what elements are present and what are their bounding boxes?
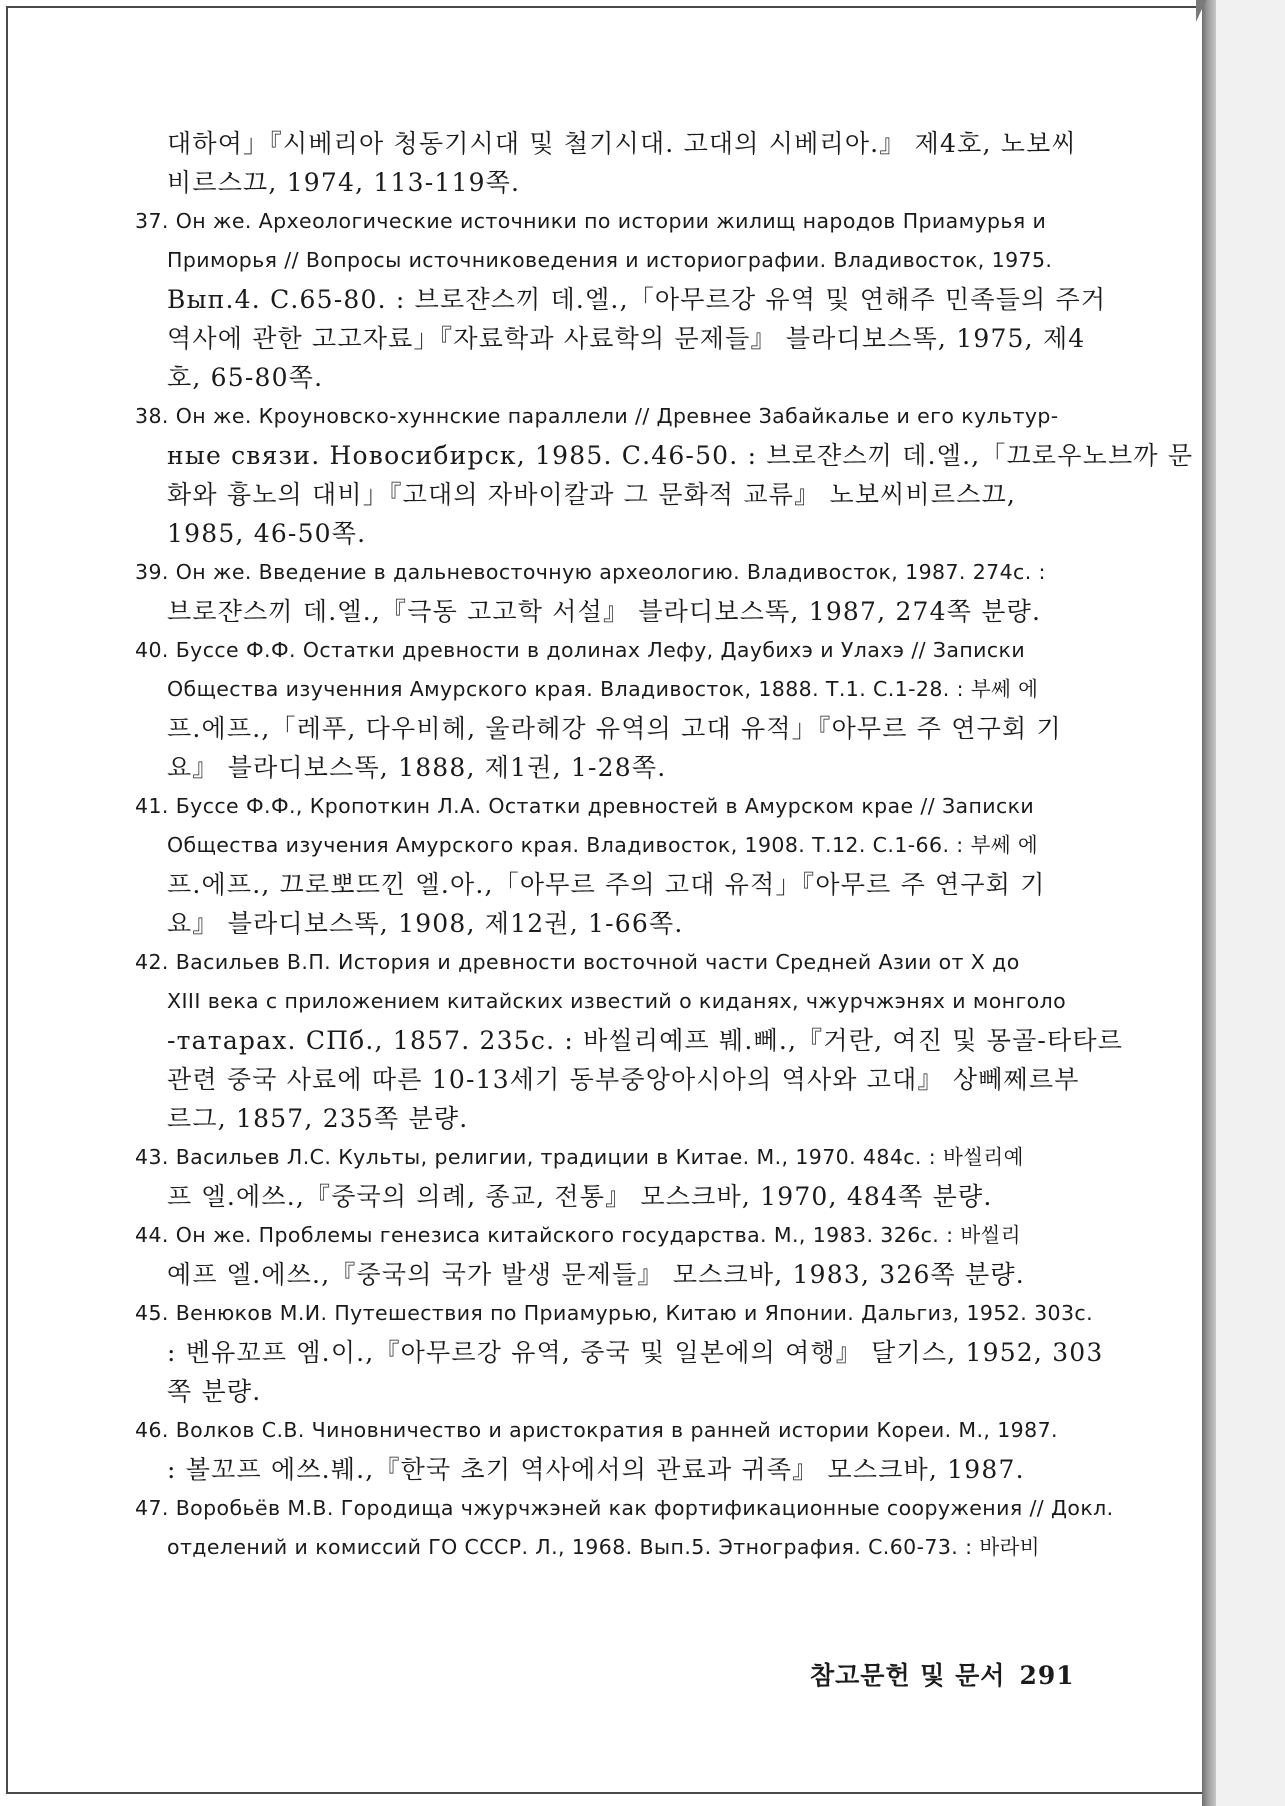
bibliography-entry-start: 45. Венюков М.И. Путешествия по Приамурью, Китаю и Японии. Дальгиз, 1952. 303с. xyxy=(135,1301,1094,1325)
bibliography-line-continuation: 1985, 46-50쪽. xyxy=(167,519,367,548)
bibliography-line-continuation: 프.에프.,「레푸, 다우비헤, 울라헤강 유역의 고대 유적」『아무르 주 연구회 기 xyxy=(167,714,1062,743)
bibliography-entry-start: 43. Васильев Л.С. Культы, религии, традиции в Китае. М., 1970. 484с. : 바씰리예 xyxy=(135,1145,1024,1169)
bibliography-line-continuation: 비르스끄, 1974, 113-119쪽. xyxy=(167,168,521,197)
bibliography-list xyxy=(135,124,1194,1567)
bibliography-line-continuation: 르그, 1857, 235쪽 분량. xyxy=(167,1104,469,1133)
bibliography-line-continuation: ные связи. Новосибирск, 1985. С.46-50. : 브로쟌스끼 데.엘.,「끄로우노브까 문 xyxy=(167,441,1194,470)
bibliography-line-continuation: 예프 엘.에쓰.,『중국의 국가 발생 문제들』 모스크바, 1983, 326쪽 분량. xyxy=(167,1260,1025,1289)
bibliography-line-continuation: Общества изучения Амурского края. Владивосток, 1908. Т.12. С.1-66. : 부쎄 에 xyxy=(167,833,1039,857)
bibliography-line-continuation: 브로쟌스끼 데.엘.,『극동 고고학 서설』 블라디보스똑, 1987, 274쪽 분량. xyxy=(167,597,1042,626)
bibliography-entry-start: 38. Он же. Кроуновско-хуннские параллели // Древнее Забайкалье и его культур- xyxy=(135,404,1059,428)
page-number: 291 xyxy=(1019,1661,1075,1690)
bibliography-entry-start: 40. Буссе Ф.Ф. Остатки древности в долинах Лефу, Даубихэ и Улахэ // Записки xyxy=(135,638,1026,662)
bibliography-line-continuation: Вып.4. С.65-80. : 브로쟌스끼 데.엘.,「아무르강 유역 및 연해주 민족들의 주거 xyxy=(167,285,1107,314)
page-background-edge xyxy=(1214,0,1285,1806)
bibliography-entry-start: 41. Буссе Ф.Ф., Кропоткин Л.А. Остатки древностей в Амурском крае // Записки xyxy=(135,794,1035,818)
bibliography-line-continuation: Общества изученния Амурского края. Владивосток, 1888. Т.1. С.1-28. : 부쎄 에 xyxy=(167,677,1039,701)
bibliography-line-continuation: 대하여」『시베리아 청동기시대 및 철기시대. 고대의 시베리아.』 제4호, 노보씨 xyxy=(167,129,1077,158)
page-footer xyxy=(810,1656,1140,1692)
bibliography-entry-start: 46. Волков С.В. Чиновничество и аристократия в ранней истории Кореи. М., 1987. xyxy=(135,1418,1058,1442)
bibliography-line-continuation: 관련 중국 사료에 따른 10-13세기 동부중앙아시아의 역사와 고대』 상뻬쩨르부 xyxy=(167,1065,1080,1094)
bibliography-line-continuation: Приморья // Вопросы источниковедения и историографии. Владивосток, 1975. xyxy=(167,248,1053,272)
bibliography-line-continuation: 호, 65-80쪽. xyxy=(167,363,324,392)
bibliography-entry-start: 39. Он же. Введение в дальневосточную археологию. Владивосток, 1987. 274с. : xyxy=(135,560,1046,584)
bibliography-line-continuation: 역사에 관한 고고자료」『자료학과 사료학의 문제들』 블라디보스똑, 1975, 제4 xyxy=(167,324,1086,353)
bibliography-line-continuation: 프 엘.에쓰.,『중국의 의례, 종교, 전통』 모스크바, 1970, 484쪽 분량. xyxy=(167,1182,993,1211)
bibliography-line-continuation: XIII века с приложением китайских известий о киданях, чжурчжэнях и монголо xyxy=(167,989,1067,1013)
bibliography-entry-start: 47. Воробьёв М.В. Городища чжурчжэней как фортификационные сооружения // Докл. xyxy=(135,1496,1114,1520)
bibliography-line-continuation: 화와 흉노의 대비」『고대의 자바이칼과 그 문화적 교류』 노보씨비르스끄, xyxy=(167,480,1017,509)
running-footer-title: 참고문헌 및 문서 xyxy=(810,1661,1006,1690)
bibliography-line-continuation: 요』 블라디보스똑, 1888, 제1권, 1-28쪽. xyxy=(167,753,667,782)
bibliography-line-continuation: 쪽 분량. xyxy=(167,1377,262,1406)
bibliography-entry-start: 44. Он же. Проблемы генезиса китайского государства. М., 1983. 326с. : 바씰리 xyxy=(135,1223,1021,1247)
bibliography-line-continuation: 프.에프., 끄로뽀뜨낀 엘.아.,「아무르 주의 고대 유적」『아무르 주 연구회 기 xyxy=(167,870,1046,899)
bibliography-entry-start: 37. Он же. Археологические источники по истории жилищ народов Приамурья и xyxy=(135,209,1047,233)
bibliography-line-continuation: -татарах. СПб., 1857. 235с. : 바씰리예프 붸.뻬.,『거란, 여진 및 몽골-타타르 xyxy=(167,1026,1124,1055)
bibliography-line-continuation: 요』 블라디보스똑, 1908, 제12권, 1-66쪽. xyxy=(167,909,684,938)
bibliography-entry-start: 42. Васильев В.П. История и древности восточной части Средней Азии от X до xyxy=(135,950,1020,974)
bibliography-line-continuation: отделений и комиссий ГО СССР. Л., 1968. Вып.5. Этнография. С.60-73. : 바라비 xyxy=(167,1535,1040,1559)
page-edge-shadow xyxy=(1202,0,1216,1806)
bibliography-line-continuation: : 볼꼬프 에쓰.붸.,『한국 초기 역사에서의 관료과 귀족』 모스크바, 1987. xyxy=(167,1455,1025,1484)
bibliography-line-continuation: : 벤유꼬프 엠.이.,『아무르강 유역, 중국 및 일본에의 여행』 달기스, 1952, 303 xyxy=(167,1338,1104,1367)
page-corner-fold xyxy=(1196,0,1206,22)
